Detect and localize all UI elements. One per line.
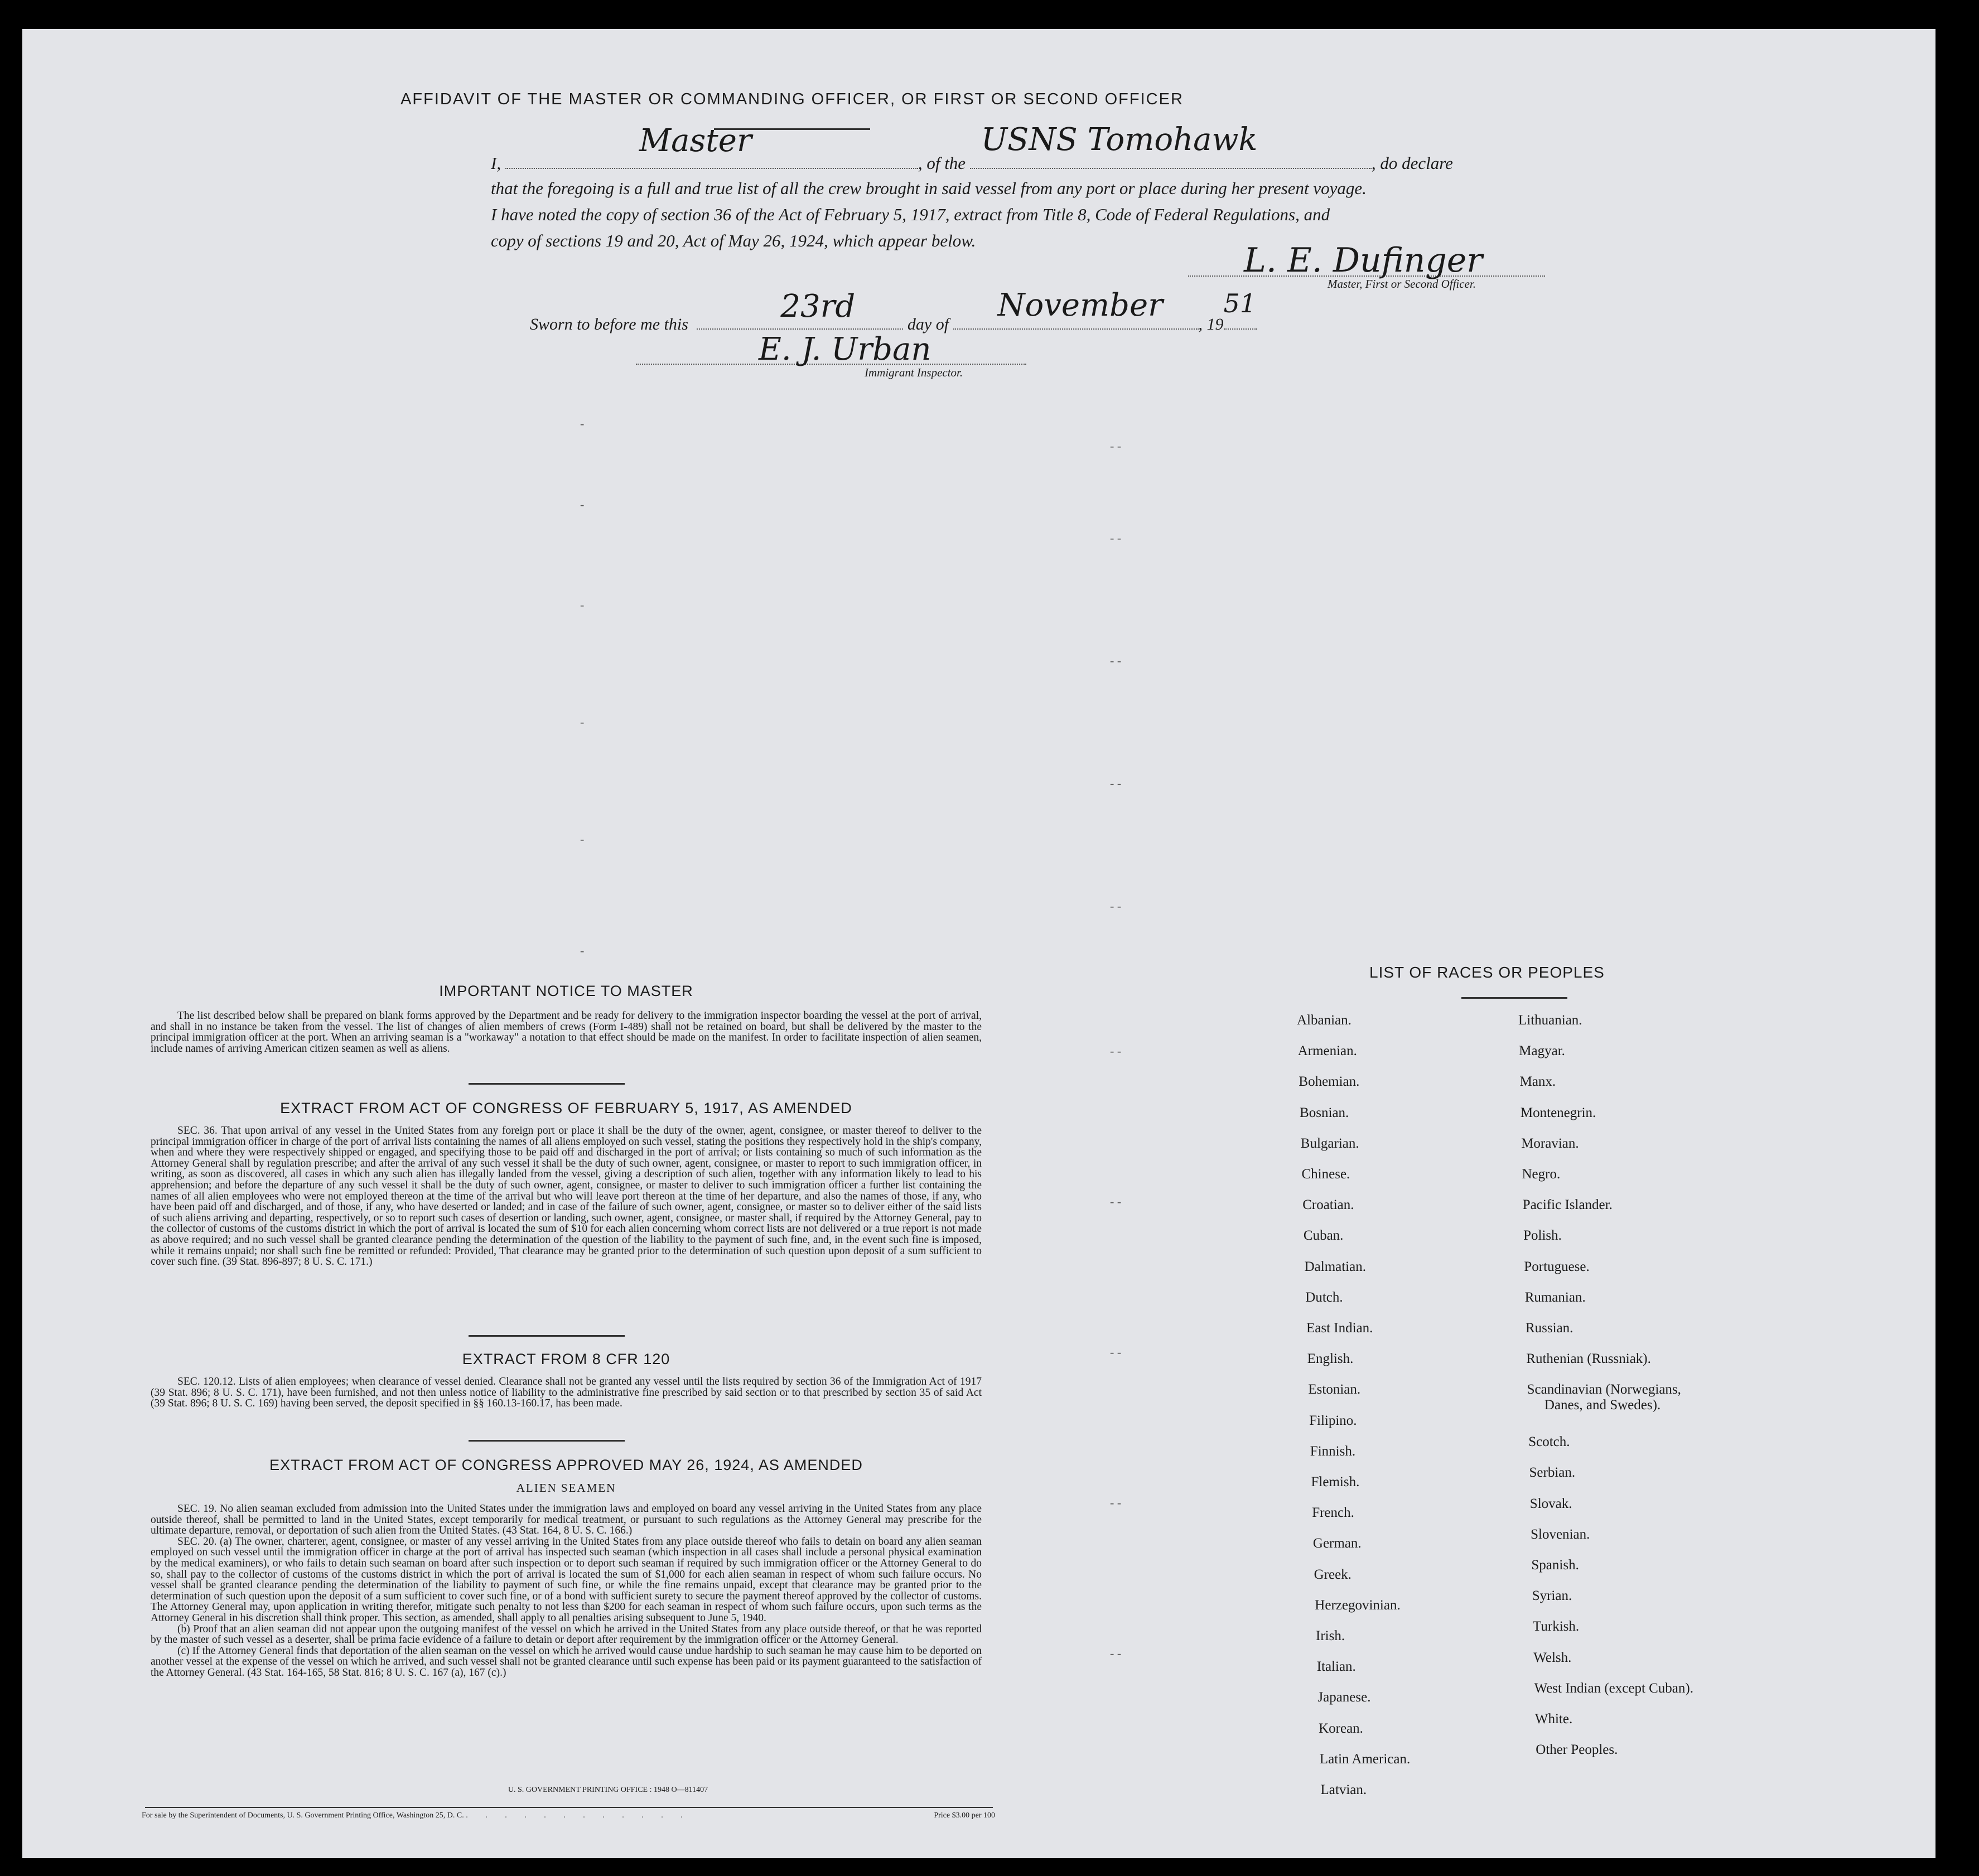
race-item: Irish. bbox=[1316, 1628, 1345, 1643]
races-rule bbox=[1461, 997, 1567, 999]
notice-paragraph: The list described below shall be prepared on blank forms approved by the Department and be ready for delivery to the immigration inspector boarding the vessel at the port of arrival, and shall in no instance be taken from the vessel. The list of changes of alien members of crews (Form I-489) shall not be retained on board, but shall be delivered by the master to the principal immigration officer at the port. When an arriving seaman is a "workaway" a notation to that effect should be made on the manifest. In order to facilitate inspection of alien seamen, include names of arriving American citizen seamen as well as aliens. bbox=[151, 1010, 982, 1055]
race-item: Montenegrin. bbox=[1520, 1105, 1596, 1120]
race-item: French. bbox=[1312, 1505, 1354, 1521]
margin-dash: - - bbox=[1110, 654, 1122, 668]
race-item: Dalmatian. bbox=[1304, 1259, 1366, 1274]
race-item: Danes, and Swedes). bbox=[1544, 1398, 1661, 1413]
margin-dash: - - bbox=[1110, 1496, 1122, 1510]
race-item: Lithuanian. bbox=[1518, 1013, 1582, 1028]
race-item: Filipino. bbox=[1309, 1413, 1357, 1428]
printing-office-note: U. S. GOVERNMENT PRINTING OFFICE : 1948 O—811407 bbox=[508, 1786, 708, 1794]
sec-120-paragraph: SEC. 120.12. Lists of alien employees; when clearance of vessel denied. Clearance shall not be granted any vessel until the lists required by section 36 of the Immigration Act of 1917 (39 Stat. 896; 8 U. S. C. 171), have been furnished, and not then unless notice of liability to the administrative fine prescribed by said section or to that prescribed by section 35 of said Act (39 Stat. 896; 8 U. S. C. 169) having been served, the deposit specified in §§ 160.13-160.17, has been made. bbox=[151, 1376, 982, 1410]
race-item: Dutch. bbox=[1305, 1289, 1343, 1305]
race-item: Albanian. bbox=[1297, 1013, 1351, 1028]
affidavit-line-3: I have noted the copy of section 36 of the Act of February 5, 1917, extract from Title 8, Code of Federal Regulations, and bbox=[491, 205, 1330, 224]
margin-dash: - - bbox=[1110, 439, 1122, 453]
race-item: Russian. bbox=[1526, 1321, 1573, 1336]
race-item: Moravian. bbox=[1521, 1135, 1579, 1151]
cfr-title: EXTRACT FROM 8 CFR 120 bbox=[462, 1351, 670, 1367]
race-item: Polish. bbox=[1523, 1228, 1562, 1244]
race-item: Chinese. bbox=[1301, 1167, 1350, 1182]
race-item: Portuguese. bbox=[1524, 1259, 1590, 1274]
affidavit-i: I, bbox=[491, 153, 501, 173]
race-item: Flemish. bbox=[1311, 1474, 1360, 1490]
for-sale-text: For sale by the Superintendent of Documents, U. S. Government Printing Office, Washington 25, D. C. bbox=[142, 1811, 464, 1820]
race-item: English. bbox=[1307, 1351, 1354, 1367]
race-item: White. bbox=[1534, 1711, 1573, 1727]
race-item: Other Peoples. bbox=[1536, 1742, 1618, 1758]
do-declare-text: , do declare bbox=[1371, 153, 1453, 173]
race-item: Croatian. bbox=[1302, 1197, 1354, 1213]
notice-title: IMPORTANT NOTICE TO MASTER bbox=[439, 983, 693, 999]
race-item: Bulgarian. bbox=[1300, 1135, 1359, 1151]
sworn-text: Sworn to before me this bbox=[530, 315, 688, 333]
race-item: Estonian. bbox=[1308, 1382, 1361, 1398]
margin-dash: - bbox=[580, 417, 585, 431]
margin-dash: - - bbox=[1110, 1044, 1122, 1058]
extract-1917-title: EXTRACT FROM ACT OF CONGRESS OF FEBRUARY 5, 1917, AS AMENDED bbox=[280, 1100, 852, 1116]
inspector-label: Immigrant Inspector. bbox=[865, 366, 963, 379]
affidavit-text bbox=[491, 122, 1579, 254]
race-item: Japanese. bbox=[1317, 1690, 1371, 1705]
race-item: Latin American. bbox=[1319, 1751, 1411, 1767]
year-blank bbox=[1223, 288, 1257, 330]
section-rule bbox=[469, 1083, 625, 1085]
year-handwriting: 51 bbox=[1223, 288, 1257, 318]
race-item: Ruthenian (Russniak). bbox=[1526, 1351, 1651, 1367]
affidavit-line-4: copy of sections 19 and 20, Act of May 26, 1924, which appear below. bbox=[491, 231, 976, 250]
margin-dash: - bbox=[580, 598, 585, 612]
race-item: Herzegovinian. bbox=[1315, 1597, 1401, 1613]
month-blank bbox=[953, 287, 1199, 330]
race-item: Syrian. bbox=[1532, 1588, 1572, 1604]
extract-1924-text bbox=[151, 1503, 982, 1679]
month-handwriting: November bbox=[997, 287, 1163, 323]
day-handwriting: 23rd bbox=[780, 288, 856, 325]
officer-blank bbox=[505, 123, 918, 169]
for-sale-note: For sale by the Superintendent of Documents, U. S. Government Printing Office, Washington 25, D. C. . . . . . . . . . . . . Price $3.00 per 100 bbox=[142, 1811, 995, 1820]
sec-19-paragraph: SEC. 19. No alien seaman excluded from admission into the United States under the immigration laws and employed on board any vessel arriving in the United States from any place outside thereof, shall be permitted to land in the United States, except temporarily for medical treatment, or pursuant to such regulations as the Attorney General may prescribe for the ultimate departure, removal, or deportation of such alien from the United States. (43 Stat. 164, 8 U. S. C. 166.) bbox=[151, 1503, 982, 1537]
master-signature: L. E. Dufinger bbox=[1244, 241, 1483, 280]
day-blank bbox=[697, 288, 903, 330]
margin-dash: - bbox=[580, 715, 585, 729]
year-prefix: , 19 bbox=[1198, 315, 1224, 333]
race-item: Italian. bbox=[1316, 1659, 1356, 1675]
sworn-line bbox=[530, 287, 1257, 334]
race-item: Bohemian. bbox=[1299, 1074, 1360, 1090]
race-item: Slovenian. bbox=[1531, 1526, 1590, 1542]
race-item: East Indian. bbox=[1306, 1321, 1373, 1336]
race-item: Rumanian. bbox=[1524, 1289, 1586, 1305]
day-of-text: day of bbox=[907, 315, 949, 333]
officer-handwriting: Master bbox=[639, 123, 752, 159]
race-item: Pacific Islander. bbox=[1522, 1197, 1613, 1213]
footer-rule bbox=[145, 1807, 993, 1808]
form-page bbox=[22, 29, 1935, 1858]
margin-dash: - - bbox=[1110, 1195, 1122, 1208]
race-item: Scotch. bbox=[1528, 1434, 1570, 1450]
margin-dash: - - bbox=[1110, 899, 1122, 913]
race-item: Magyar. bbox=[1519, 1043, 1565, 1059]
section-rule bbox=[469, 1335, 625, 1337]
race-item: Welsh. bbox=[1533, 1650, 1572, 1665]
race-item: Armenian. bbox=[1297, 1043, 1357, 1059]
signature-label: Master, First or Second Officer. bbox=[1328, 277, 1476, 291]
races-title: LIST OF RACES OR PEOPLES bbox=[1369, 964, 1605, 981]
affidavit-title: AFFIDAVIT OF THE MASTER OR COMMANDING OFFICER, OR FIRST OR SECOND OFFICER bbox=[400, 90, 1184, 108]
margin-dash: - bbox=[580, 944, 585, 958]
inspector-signature: E. J. Urban bbox=[759, 331, 931, 368]
race-item: West Indian (except Cuban). bbox=[1534, 1680, 1693, 1696]
notice-text bbox=[151, 1010, 982, 1054]
extract-1917-text bbox=[151, 1125, 982, 1268]
race-item: Turkish. bbox=[1533, 1619, 1580, 1635]
margin-dash: - bbox=[580, 497, 585, 511]
sec-36-paragraph: SEC. 36. That upon arrival of any vessel in the United States from any foreign port or place it shall be the duty of the owner, agent, consignee, or master thereof to deliver to the principal immigration officer in charge of the port of arrival lists containing the names of all aliens employed on such vessel, stating the positions they respectively hold in the ship's company, when and where they were respectively shipped or engaged, and specifying those to be paid off and discharged in the port of arrival; or lists containing so much of such information as the Attorney General shall by regulation prescribe; and after the arrival of any such vessel it shall be the duty of such owner, agent, consignee, or master to report to such immigration officer, in writing, as soon as discovered, all cases in which any such alien has illegally landed from the vessel, giving a description of such alien, together with any information likely to lead to his apprehension; and before the departure of any such vessel it shall be the duty of such owner, agent, consignee, or master to deliver to such immigration officer a further list containing the names of all alien employees who were not employed thereon at the time of the arrival but who will leave port thereon at the time of her departure, and also the names of those, if any, who have been paid off and discharged, and of those, if any, who have deserted or landed; and in case of the failure of such owner, agent, consignee, or master so to deliver either of the said lists of such aliens arriving and departing, respectively, or so to report such cases of desertion or landing, such owner, agent, consignee, or master shall, if required by the Attorney General, pay to the collector of customs of the customs district in which the port of arrival is located the sum of $10 for each alien concerning whom correct lists are not delivered or a true report is not made as above required; and no such vessel shall be granted clearance pending the determination of the question of the liability to the payment of such fine, and, in the event such fine is imposed, while it remains unpaid; nor shall such fine be remitted or refunded: Provided, That clearance may be granted prior to the determination of such question upon deposit of a sum sufficient to cover such fine. (39 Stat. 896-897; 8 U. S. C. 171.) bbox=[151, 1125, 982, 1268]
race-item: Slovak. bbox=[1529, 1496, 1572, 1511]
section-rule bbox=[469, 1440, 625, 1442]
margin-dash: - - bbox=[1110, 531, 1122, 545]
race-item: Negro. bbox=[1522, 1167, 1561, 1182]
of-the-text: , of the bbox=[918, 153, 966, 173]
price-text: Price $3.00 per 100 bbox=[934, 1811, 995, 1820]
affidavit-line-2: that the foregoing is a full and true list of all the crew brought in said vessel from any port or place during her present voyage. bbox=[491, 178, 1367, 198]
race-item: German. bbox=[1312, 1536, 1362, 1551]
race-item: Spanish. bbox=[1531, 1558, 1579, 1573]
race-item: Cuban. bbox=[1303, 1228, 1344, 1244]
margin-dash: - - bbox=[1110, 776, 1122, 790]
race-item: Finnish. bbox=[1310, 1443, 1356, 1459]
vessel-blank bbox=[970, 122, 1372, 169]
cfr-text bbox=[151, 1376, 982, 1409]
race-item: Greek. bbox=[1314, 1566, 1351, 1582]
margin-dash: - - bbox=[1110, 1646, 1122, 1660]
race-item: Serbian. bbox=[1529, 1465, 1576, 1481]
extract-1924-title: EXTRACT FROM ACT OF CONGRESS APPROVED MAY 26, 1924, AS AMENDED bbox=[269, 1457, 863, 1473]
vessel-handwriting: USNS Tomohawk bbox=[981, 122, 1258, 158]
sec-20c-paragraph: (c) If the Attorney General finds that deportation of the alien seaman on the vessel on which he arrived would cause undue hardship to such seaman he may cause him to be deported on another vessel at the expense of the vessel on which he arrived, and such vessel shall not be granted clearance until such expense has been paid or its payment guaranteed to the satisfaction of the Attorney General. (43 Stat. 164-165, 58 Stat. 816; 8 U. S. C. 167 (a), 167 (c).) bbox=[151, 1645, 982, 1679]
sec-20b-paragraph: (b) Proof that an alien seaman did not appear upon the outgoing manifest of the vessel on which he arrived in the United States from any place outside thereof, or that he was reported by the master of such vessel as a deserter, shall be prima facie evidence of a failure to detain or deport after requirement by the immigration officer or the Attorney General. bbox=[151, 1623, 982, 1646]
sec-20a-paragraph: SEC. 20. (a) The owner, charterer, agent, consignee, or master of any vessel arriving in the United States from any place outside thereof who fails to detain on board any alien seaman employed on such vessel until the immigration officer in charge at the port of arrival has inspected such seaman (which inspection in all cases shall include a personal physical examination by the medical examiners), or who fails to detain such seaman on board after such inspection or to deport such seaman if required by such immigration officer or the Attorney General to do so, shall pay to the collector of customs of the customs district in which the port of arrival is located the sum of $1,000 for each alien seaman in respect of whom such failure occurs. No vessel shall be granted clearance pending the determination of the liability to payment of such fine, or while the fine remains unpaid, except that clearance may be granted prior to the determination of such question upon the deposit of a sum sufficient to cover such fine, or of a bond with sufficient surety to secure the payment thereof approved by the collector of customs. The Attorney General may, upon application in writing therefor, mitigate such penalty to not less than $200 for each seaman in respect of whom such failure occurs, upon such terms as the Attorney General in his discretion shall think proper. This section, as amended, shall apply to all penalties arising subsequent to June 5, 1940. bbox=[151, 1535, 982, 1624]
margin-dash: - - bbox=[1110, 1345, 1122, 1359]
alien-seamen-subtitle: ALIEN SEAMEN bbox=[516, 1481, 616, 1495]
race-item: Bosnian. bbox=[1300, 1105, 1349, 1120]
race-item: Manx. bbox=[1519, 1074, 1556, 1090]
margin-dash: - bbox=[580, 832, 585, 846]
race-item: Korean. bbox=[1319, 1720, 1363, 1736]
race-item: Latvian. bbox=[1320, 1782, 1367, 1797]
race-item: Scandinavian (Norwegians, bbox=[1527, 1382, 1681, 1398]
